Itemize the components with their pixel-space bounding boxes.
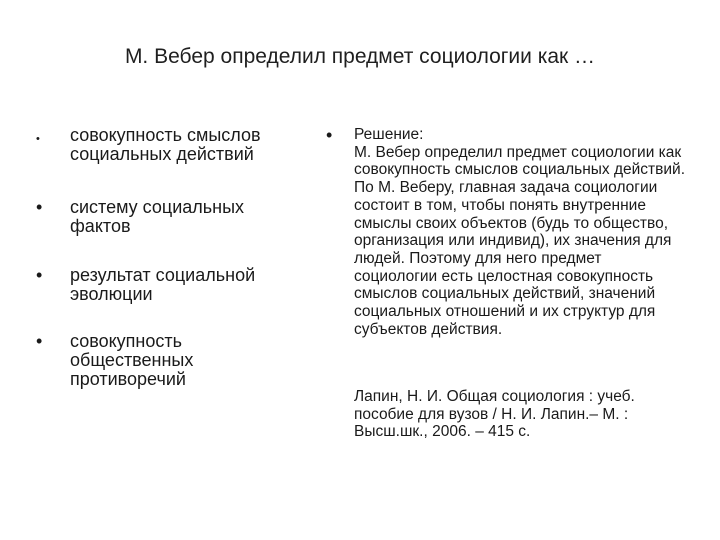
answer-option-text: систему социальных фактов (70, 197, 245, 236)
bullet-icon: • (36, 265, 43, 285)
bullet-icon: • (326, 125, 333, 145)
solution-label: Решение: (354, 126, 424, 143)
solution-text: М. Вебер определил предмет социологии как совокупность смыслов социальных действий. По М. Веберу, главная задача социологии состоит в том, чтобы понять внутренние смыслы своих объектов (будь то общество, организация или индивид), их значения для людей. Поэтому для него предмет социологии есть целостная совокупность смыслов социальных действий, значений социальных отношений и их структур для субъектов действия. (354, 143, 686, 338)
slide-title: М. Вебер определил предмет социологии как … (124, 45, 596, 68)
answer-option-text: результат социальной эволюции (70, 265, 256, 304)
bullet-icon: • (36, 133, 40, 145)
solution-text-block (354, 126, 686, 338)
answer-option-text: совокупность общественных противоречий (70, 331, 194, 389)
answer-option-text: совокупность смыслов социальных действий (70, 125, 261, 164)
bullet-icon: • (36, 197, 43, 217)
reference-citation: Лапин, Н. И. Общая социология : учеб. пособие для вузов / Н. И. Лапин.– М. : Высш.шк., 2006. – 415 с. (354, 388, 635, 441)
bullet-icon: • (36, 331, 43, 351)
